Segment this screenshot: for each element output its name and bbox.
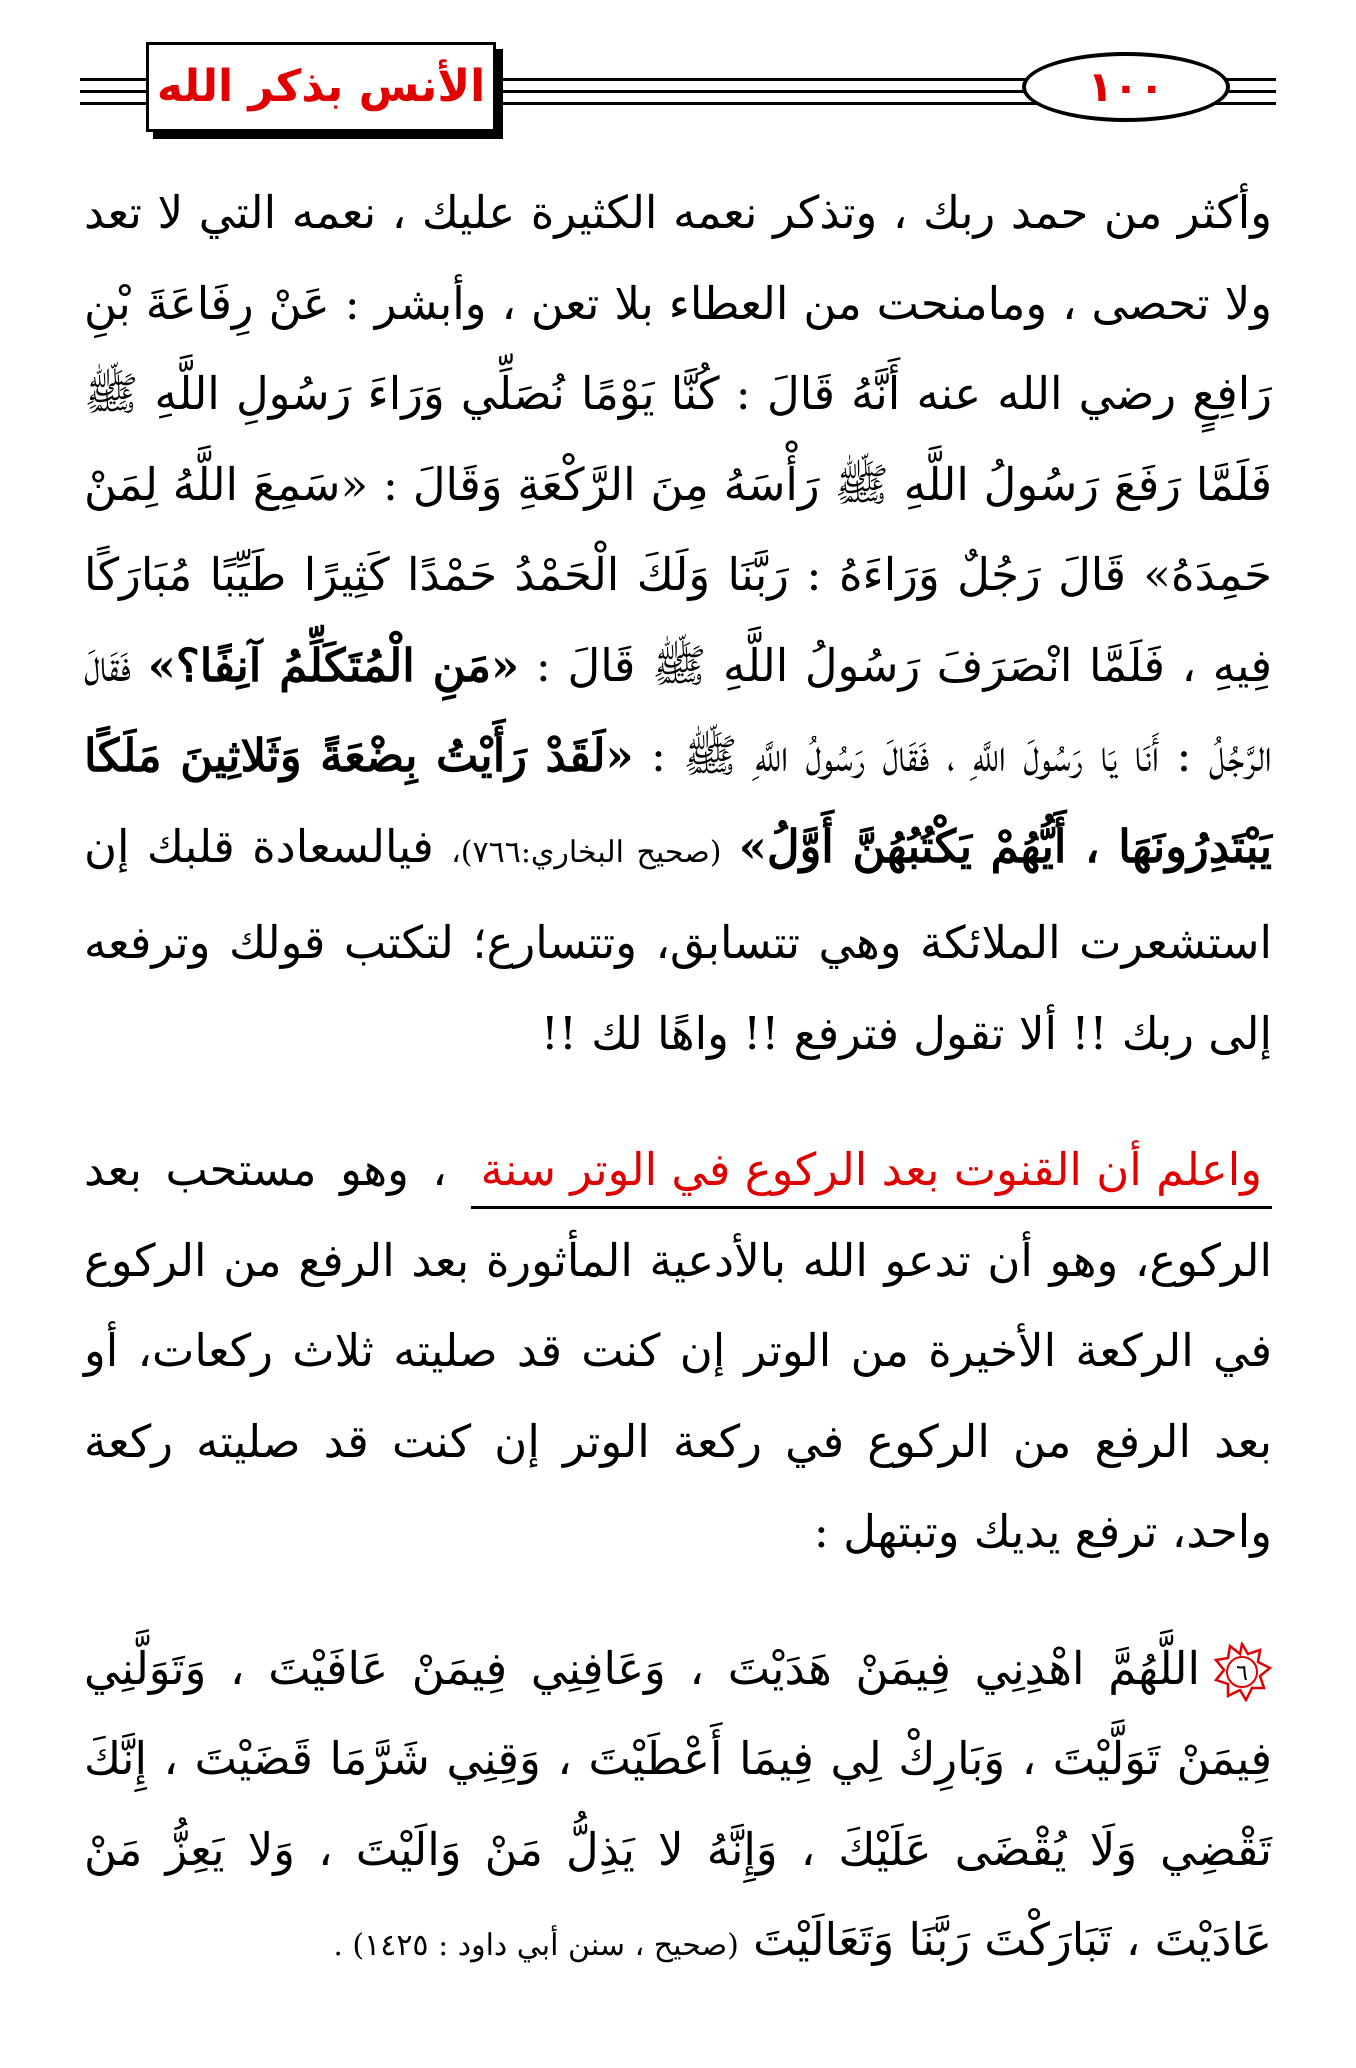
paragraph-text: وأكثر من حمد ربك ، وتذكر نعمه الكثيرة عليك ، نعمه التي لا تعد ولا تحصى ، ومامنحت من العطاء بلا تعن ، وأبشر : عَنْ رِفَاعَةَ بْنِ رَافِعٍ رضي الله عنه أَنَّهُ قَالَ : كُنَّا يَوْمًا نُصَلِّي وَرَاءَ رَسُولِ اللَّهِ ﷺ فَلَمَّا رَفَعَ رَسُولُ اللَّهِ ﷺ رَأْسَهُ مِنَ الرَّكْعَةِ وَقَالَ : «سَمِعَ اللَّهُ لِمَنْ حَمِدَهُ» قَالَ رَجُلٌ وَرَاءَهُ : رَبَّنَا وَلَكَ الْحَمْدُ حَمْدًا كَثِيرًا طَيِّبًا مُبَارَكًا فِيهِ ، فَلَمَّا انْصَرَفَ رَسُولُ اللَّهِ ﷺ قَالَ : xyxy=(84,186,1273,692)
highlighted-heading: واعلم أن القنوت بعد الركوع في الوتر سنة xyxy=(471,1134,1272,1209)
book-title: الأنس بذكر الله xyxy=(156,61,486,112)
paragraph-text: فيالسعادة قلبك إن استشعرت الملائكة وهي تتسابق، وتتسارع؛ لتكتب قولك وترفعه إلى ربك !! ألا تقول فترفع !! واهًا لك !! xyxy=(84,819,1272,1060)
book-title-box xyxy=(146,42,496,132)
citation: (صحيح ، سنن أبي داود : ١٤٢٥) . xyxy=(333,1928,739,1963)
page-body xyxy=(84,168,1272,1992)
citation: (صحيح البخاري:٧٦٦)، xyxy=(451,834,722,870)
page-number: ١٠٠ xyxy=(1022,52,1230,122)
paragraph-qunut xyxy=(84,1125,1272,1578)
paragraph-text: فَقَالَ الرَّجُلُ : أَنَا يَا رَسُولَ اللَّهِ ، فَقَالَ رَسُولُ اللَّهِ ﷺ : xyxy=(84,638,1272,782)
paragraph-text: ، وهو مستحب بعد الركوع، وهو أن تدعو الله بالأدعية المأثورة بعد الرفع من الركوع في الركعة الأخيرة من الوتر إن كنت قد صليته ثلاث ركعات، أو بعد الرفع من الركوع في ركعة الوتر إن كنت قد صليته ركعة واحد، ترفع يديك وتبتهل : xyxy=(84,1143,1272,1558)
dua-text: اللَّهُمَّ اهْدِنِي فِيمَنْ هَدَيْتَ ، وَعَافِنِي فِيمَنْ عَافَيْتَ ، وَتَوَلَّنِي فِيمَنْ تَوَلَّيْتَ ، وَبَارِكْ لِي فِيمَا أَعْطَيْتَ ، وَقِنِي شَرَّمَا قَضَيْتَ ، إِنَّكَ تَقْضِي وَلَا يُقْضَى عَلَيْكَ ، وَإِنَّهُ لا يَذِلُّ مَنْ وَالَيْتَ ، وَلا يَعِزُّ مَنْ عَادَيْتَ ، تَبَارَكْتَ رَبَّنَا وَتَعَالَيْتَ xyxy=(84,1641,1272,1966)
hadith-quote: «مَنِ الْمُتَكَلِّمُ آنِفًا؟» xyxy=(147,638,520,692)
paragraph-dua xyxy=(84,1624,1272,1992)
dua-number: ٦ xyxy=(1236,1661,1248,1686)
hadith-quote: «لَقَدْ رَأَيْتُ بِضْعَةً وَثَلاثِينَ مَلَكًا يَبْتَدِرُونَهَا ، أَيُّهُمْ يَكْتُبُهُنَّ أَوَّلُ» xyxy=(84,729,1272,873)
star-number-icon xyxy=(1212,1642,1272,1702)
paragraph-spacer xyxy=(84,1578,1272,1624)
page-header xyxy=(80,38,1276,138)
paragraph-hadith xyxy=(84,168,1272,1079)
paragraph-spacer xyxy=(84,1079,1272,1125)
